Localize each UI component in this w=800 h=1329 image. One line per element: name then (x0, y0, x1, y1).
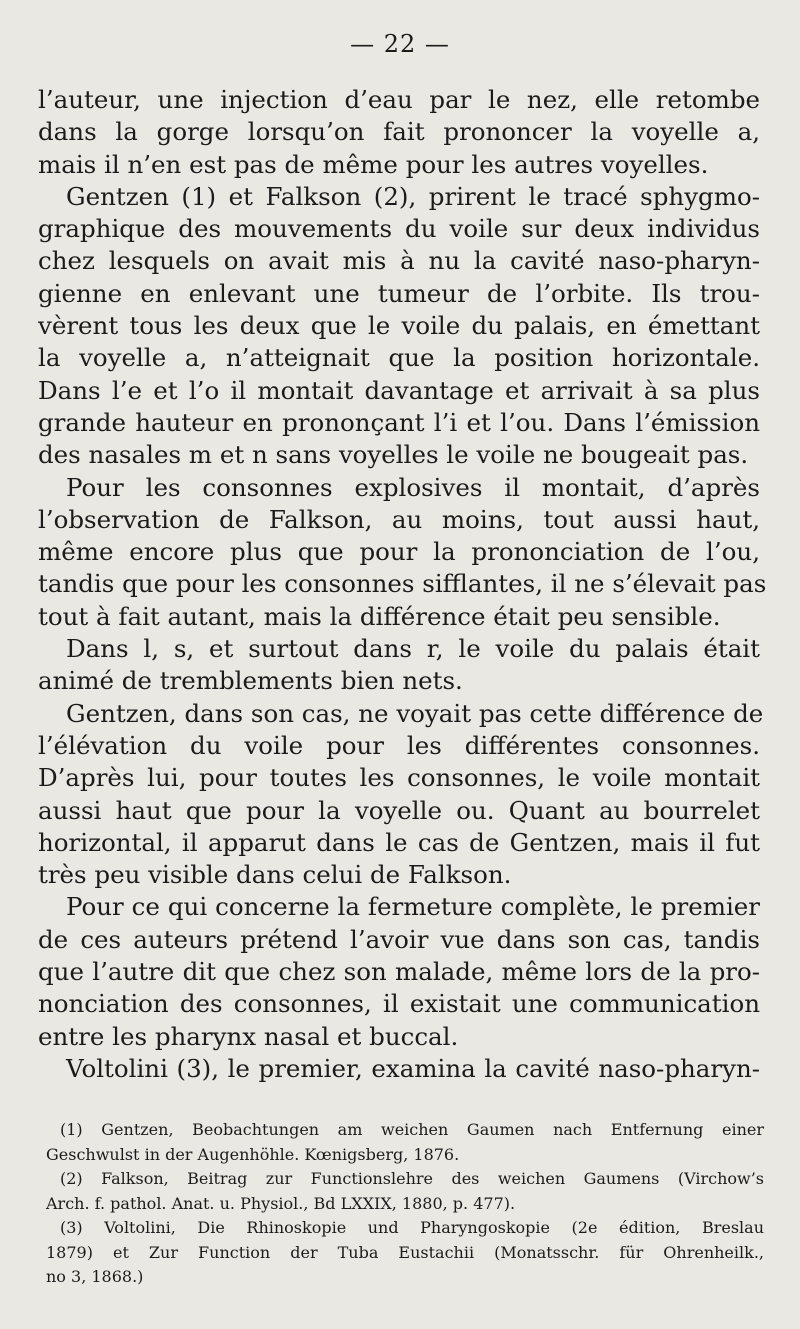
text-line: Dans l, s, et surtout dans r, le voile du palais était (66, 634, 760, 664)
text-line: Pour ce qui concerne la fermeture complète, le premier (66, 892, 760, 922)
text-line: mais il n’en est pas de même pour les autres voyelles. (38, 149, 709, 179)
text-line: animé de tremblements bien nets. (38, 666, 463, 696)
text-line: l’élévation du voile pour les différentes consonnes. (38, 730, 760, 760)
text-line: vèrent tous les deux que le voile du palais, en émettant (38, 311, 760, 341)
text-line: graphique des mouvements du voile sur deux individus (38, 214, 760, 244)
footnote-line: 1879) et Zur Function der Tuba Eustachii (Monatsschr. für Ohrenheilk., (46, 1242, 764, 1262)
text-line: Dans l’e et l’o il montait davantage et arrivait à sa plus (38, 375, 760, 405)
text-line: Pour les consonnes explosives il montait, d’après (66, 472, 760, 502)
footnote-line: (3) Voltolini, Die Rhinoskopie und Pharyngoskopie (2e édition, Breslau (60, 1218, 764, 1237)
text-line: la voyelle a, n’atteignait que la position horizontale. (38, 343, 760, 373)
text-line: que l’autre dit que chez son malade, même lors de la pro- (38, 957, 760, 987)
text-line: tout à fait autant, mais la différence était peu sensible. (38, 601, 721, 631)
text-line: chez lesquels on avait mis à nu la cavité naso-pharyn- (38, 246, 760, 276)
text-line: très peu visible dans celui de Falkson. (38, 860, 512, 890)
text-line: l’observation de Falkson, au moins, tout aussi haut, (38, 504, 760, 534)
footnote-line: (1) Gentzen, Beobachtungen am weichen Gaumen nach Entfernung einer (60, 1120, 764, 1139)
text-line: D’après lui, pour toutes les consonnes, le voile montait (38, 763, 760, 793)
text-line: même encore plus que pour la prononciation de l’ou, (38, 537, 760, 567)
footnotes (46, 1118, 764, 1290)
text-line: aussi haut que pour la voyelle ou. Quant au bourrelet (38, 795, 760, 825)
footnote-line: Geschwulst in der Augenhöhle. Kœnigsberg, 1876. (46, 1144, 460, 1164)
text-line: dans la gorge lorsqu’on fait prononcer la voyelle a, (38, 117, 760, 147)
text-line: Gentzen (1) et Falkson (2), prirent le tracé sphygmo- (66, 181, 760, 211)
text-line: gienne en enlevant une tumeur de l’orbite. Ils trou- (38, 278, 760, 308)
text-line: des nasales m et n sans voyelles le voile ne bougeait pas. (38, 440, 749, 470)
text-line: entre les pharynx nasal et buccal. (38, 1021, 459, 1051)
text-line: l’auteur, une injection d’eau par le nez, elle retombe (38, 85, 760, 114)
text-line: de ces auteurs prétend l’avoir vue dans son cas, tandis (38, 924, 760, 954)
text-line: tandis que pour les consonnes sifflantes, il ne s’élevait pas (38, 569, 767, 599)
text-line: Gentzen, dans son cas, ne voyait pas cette différence de (66, 698, 764, 728)
footnote-line: Arch. f. pathol. Anat. u. Physiol., Bd LXXIX, 1880, p. 477). (46, 1193, 516, 1213)
text-line: Voltolini (3), le premier, examina la cavité naso-pharyn- (66, 1053, 760, 1083)
page-number: — 22 — (350, 30, 450, 58)
text-line: horizontal, il apparut dans le cas de Gentzen, mais il fut (38, 827, 760, 857)
body-text (38, 84, 767, 1085)
footnote-line: no 3, 1868.) (46, 1267, 144, 1286)
text-line: nonciation des consonnes, il existait une communication (38, 989, 760, 1019)
text-line: grande hauteur en prononçant l’i et l’ou. Dans l’émission (38, 407, 760, 437)
footnote-line: (2) Falkson, Beitrag zur Functionslehre des weichen Gaumens (Virchow’s (60, 1169, 764, 1188)
